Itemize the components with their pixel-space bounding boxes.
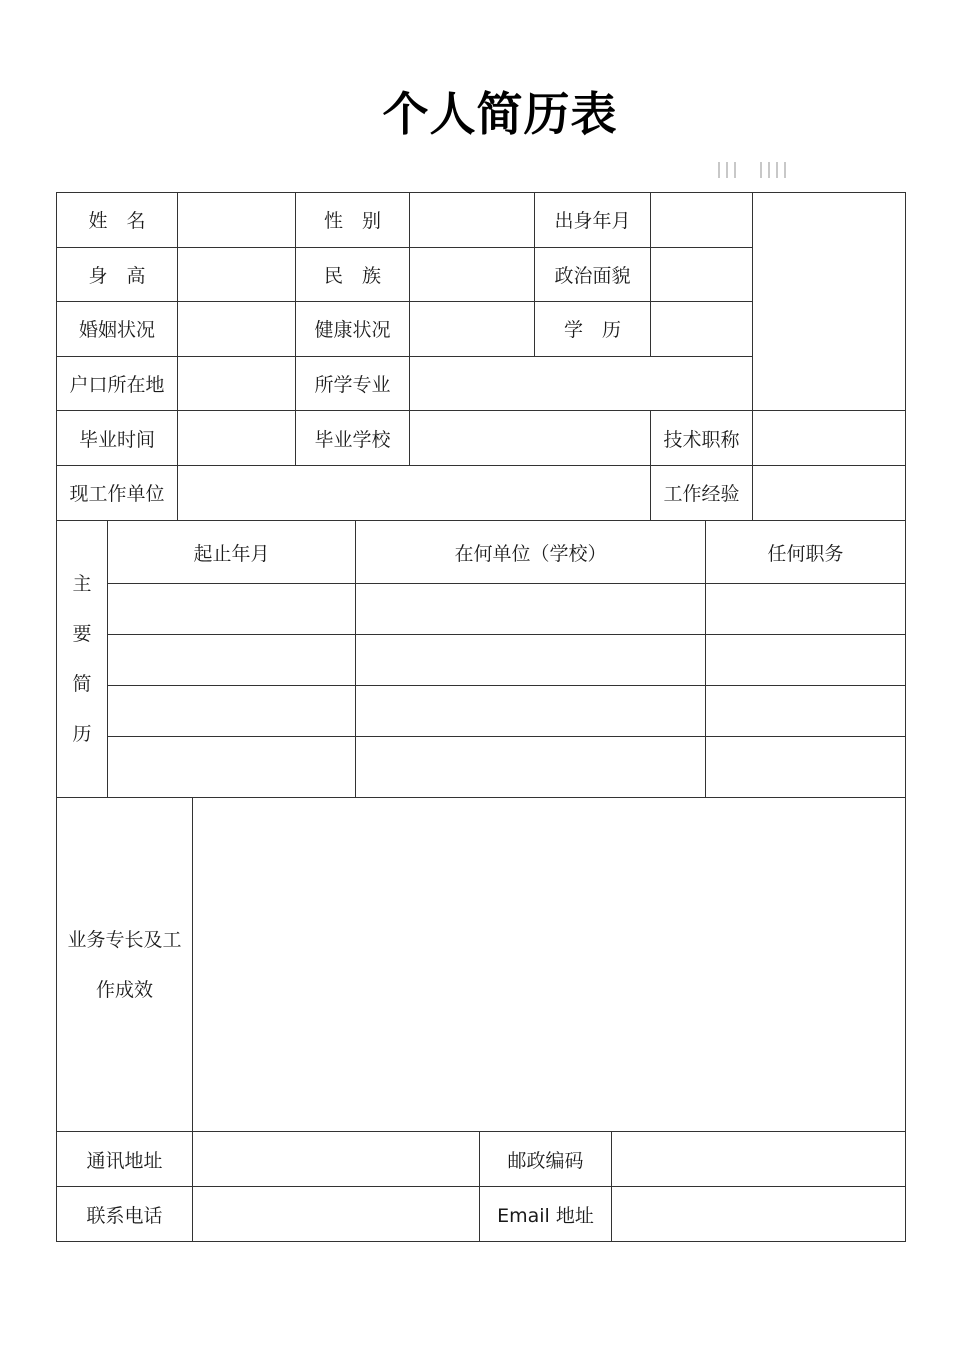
political-label: 政治面貌 — [535, 247, 651, 302]
name-field[interactable] — [178, 193, 296, 248]
table-row — [57, 584, 906, 635]
contact-table — [56, 1131, 906, 1242]
table-row — [57, 737, 906, 798]
birth-label: 出身年月 — [535, 193, 651, 248]
table-row — [57, 635, 906, 686]
position-field[interactable] — [706, 584, 906, 635]
specialty-field[interactable] — [193, 798, 906, 1132]
work-exp-label: 工作经验 — [651, 465, 753, 520]
specialty-label-line: 业务专长及工 — [67, 928, 182, 951]
specialty-table — [56, 797, 906, 1132]
major-field[interactable] — [410, 356, 753, 411]
grad-school-field[interactable] — [410, 411, 651, 466]
specialty-label-line: 作成效 — [95, 978, 153, 1001]
period-field[interactable] — [108, 635, 356, 686]
gender-label: 性 别 — [296, 193, 410, 248]
health-field[interactable] — [410, 302, 535, 357]
page-title: 个人简历表 — [382, 87, 618, 141]
resume-side-char: 主 — [72, 573, 92, 595]
health-label: 健康状况 — [296, 302, 410, 357]
address-label: 通讯地址 — [57, 1132, 193, 1187]
unit-field[interactable] — [356, 584, 706, 635]
position-field[interactable] — [706, 686, 906, 737]
tech-title-field[interactable] — [753, 411, 906, 466]
position-field[interactable] — [706, 635, 906, 686]
resume-side-char: 历 — [72, 723, 92, 745]
unit-field[interactable] — [356, 737, 706, 798]
basic-info-table — [56, 192, 906, 521]
marital-field[interactable] — [178, 302, 296, 357]
period-field[interactable] — [108, 584, 356, 635]
ethnicity-field[interactable] — [410, 247, 535, 302]
email-field[interactable] — [612, 1187, 906, 1242]
height-field[interactable] — [178, 247, 296, 302]
period-field[interactable] — [108, 737, 356, 798]
education-field[interactable] — [651, 302, 753, 357]
col-period-header: 起止年月 — [108, 521, 356, 584]
watermark-marks — [716, 160, 800, 180]
grad-school-label: 毕业学校 — [296, 411, 410, 466]
email-label: Email 地址 — [480, 1187, 612, 1242]
grad-time-field[interactable] — [178, 411, 296, 466]
phone-field[interactable] — [193, 1187, 480, 1242]
major-label: 所学专业 — [296, 356, 410, 411]
unit-field[interactable] — [356, 686, 706, 737]
name-label: 姓 名 — [57, 193, 178, 248]
unit-field[interactable] — [356, 635, 706, 686]
grad-time-label: 毕业时间 — [57, 411, 178, 466]
ethnicity-label: 民 族 — [296, 247, 410, 302]
employer-field[interactable] — [178, 465, 651, 520]
education-label: 学 历 — [535, 302, 651, 357]
postcode-field[interactable] — [612, 1132, 906, 1187]
phone-label: 联系电话 — [57, 1187, 193, 1242]
birth-field[interactable] — [651, 193, 753, 248]
table-row — [57, 686, 906, 737]
address-field[interactable] — [193, 1132, 480, 1187]
employer-label: 现工作单位 — [57, 465, 178, 520]
resume-side-char: 简 — [72, 673, 92, 695]
work-exp-field[interactable] — [753, 465, 906, 520]
photo-field[interactable] — [753, 193, 906, 411]
position-field[interactable] — [706, 737, 906, 798]
resume-table — [56, 520, 906, 798]
marital-label: 婚姻状况 — [57, 302, 178, 357]
col-position-header: 任何职务 — [706, 521, 906, 584]
col-unit-header: 在何单位（学校） — [356, 521, 706, 584]
postcode-label: 邮政编码 — [480, 1132, 612, 1187]
specialty-label — [57, 798, 193, 1132]
political-field[interactable] — [651, 247, 753, 302]
height-label: 身 高 — [57, 247, 178, 302]
hukou-label: 户口所在地 — [57, 356, 178, 411]
resume-side-char: 要 — [72, 623, 92, 645]
period-field[interactable] — [108, 686, 356, 737]
hukou-field[interactable] — [178, 356, 296, 411]
gender-field[interactable] — [410, 193, 535, 248]
tech-title-label: 技术职称 — [651, 411, 753, 466]
resume-side-label — [57, 521, 108, 798]
